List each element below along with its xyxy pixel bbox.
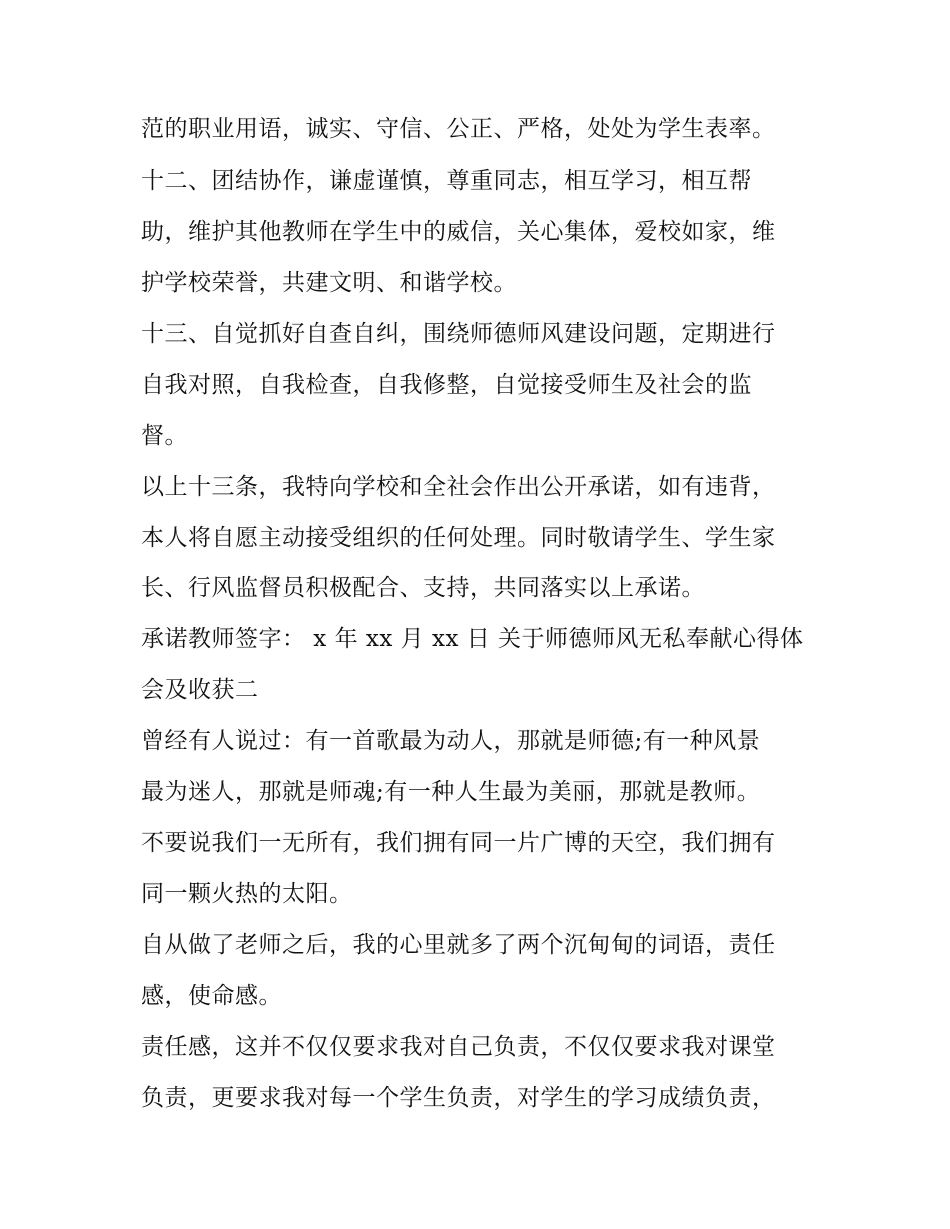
text-line: 自从做了老师之后，我的心里就多了两个沉甸甸的词语，责任 (141, 932, 776, 958)
text-line: 十三、自觉抓好自查自纠，围绕师德师风建设问题，定期进行 (141, 321, 776, 347)
text-line: 同一颗火热的太阳。 (141, 881, 353, 907)
text-line: 承诺教师签字： x 年 xx 月 xx 日 关于师德师风无私奉献心得体 (141, 626, 804, 652)
text-line: 曾经有人说过：有一首歌最为动人，那就是师德;有一种风景 (141, 728, 761, 754)
text-line: 长、行风监督员积极配合、支持，共同落实以上承诺。 (141, 575, 705, 601)
text-line: 助，维护其他教师在学生中的威信，关心集体，爱校如家，维 (141, 219, 776, 245)
text-line: 责任感，这并不仅仅要求我对自己负责，不仅仅要求我对课堂 (141, 1034, 776, 1060)
text-line: 护学校荣誉，共建文明、和谐学校。 (141, 270, 517, 296)
text-line: 不要说我们一无所有，我们拥有同一片广博的天空，我们拥有 (141, 830, 776, 856)
text-line: 督。 (141, 423, 188, 449)
text-line: 范的职业用语，诚实、守信、公正、严格，处处为学生表率。 (141, 116, 776, 142)
text-line: 最为迷人，那就是师魂;有一种人生最为美丽，那就是教师。 (141, 779, 761, 805)
text-line: 负责，更要求我对每一个学生负责，对学生的学习成绩负责， (141, 1085, 776, 1111)
text-line: 十二、团结协作，谦虚谨慎，尊重同志，相互学习，相互帮 (141, 168, 752, 194)
text-line: 本人将自愿主动接受组织的任何处理。同时敬请学生、学生家 (141, 525, 776, 551)
text-line: 以上十三条，我特向学校和全社会作出公开承诺，如有违背， (141, 474, 776, 500)
text-line: 会及收获二 (141, 677, 259, 703)
text-line: 自我对照，自我检查，自我修整，自觉接受师生及社会的监 (141, 372, 752, 398)
text-line: 感，使命感。 (141, 983, 282, 1009)
